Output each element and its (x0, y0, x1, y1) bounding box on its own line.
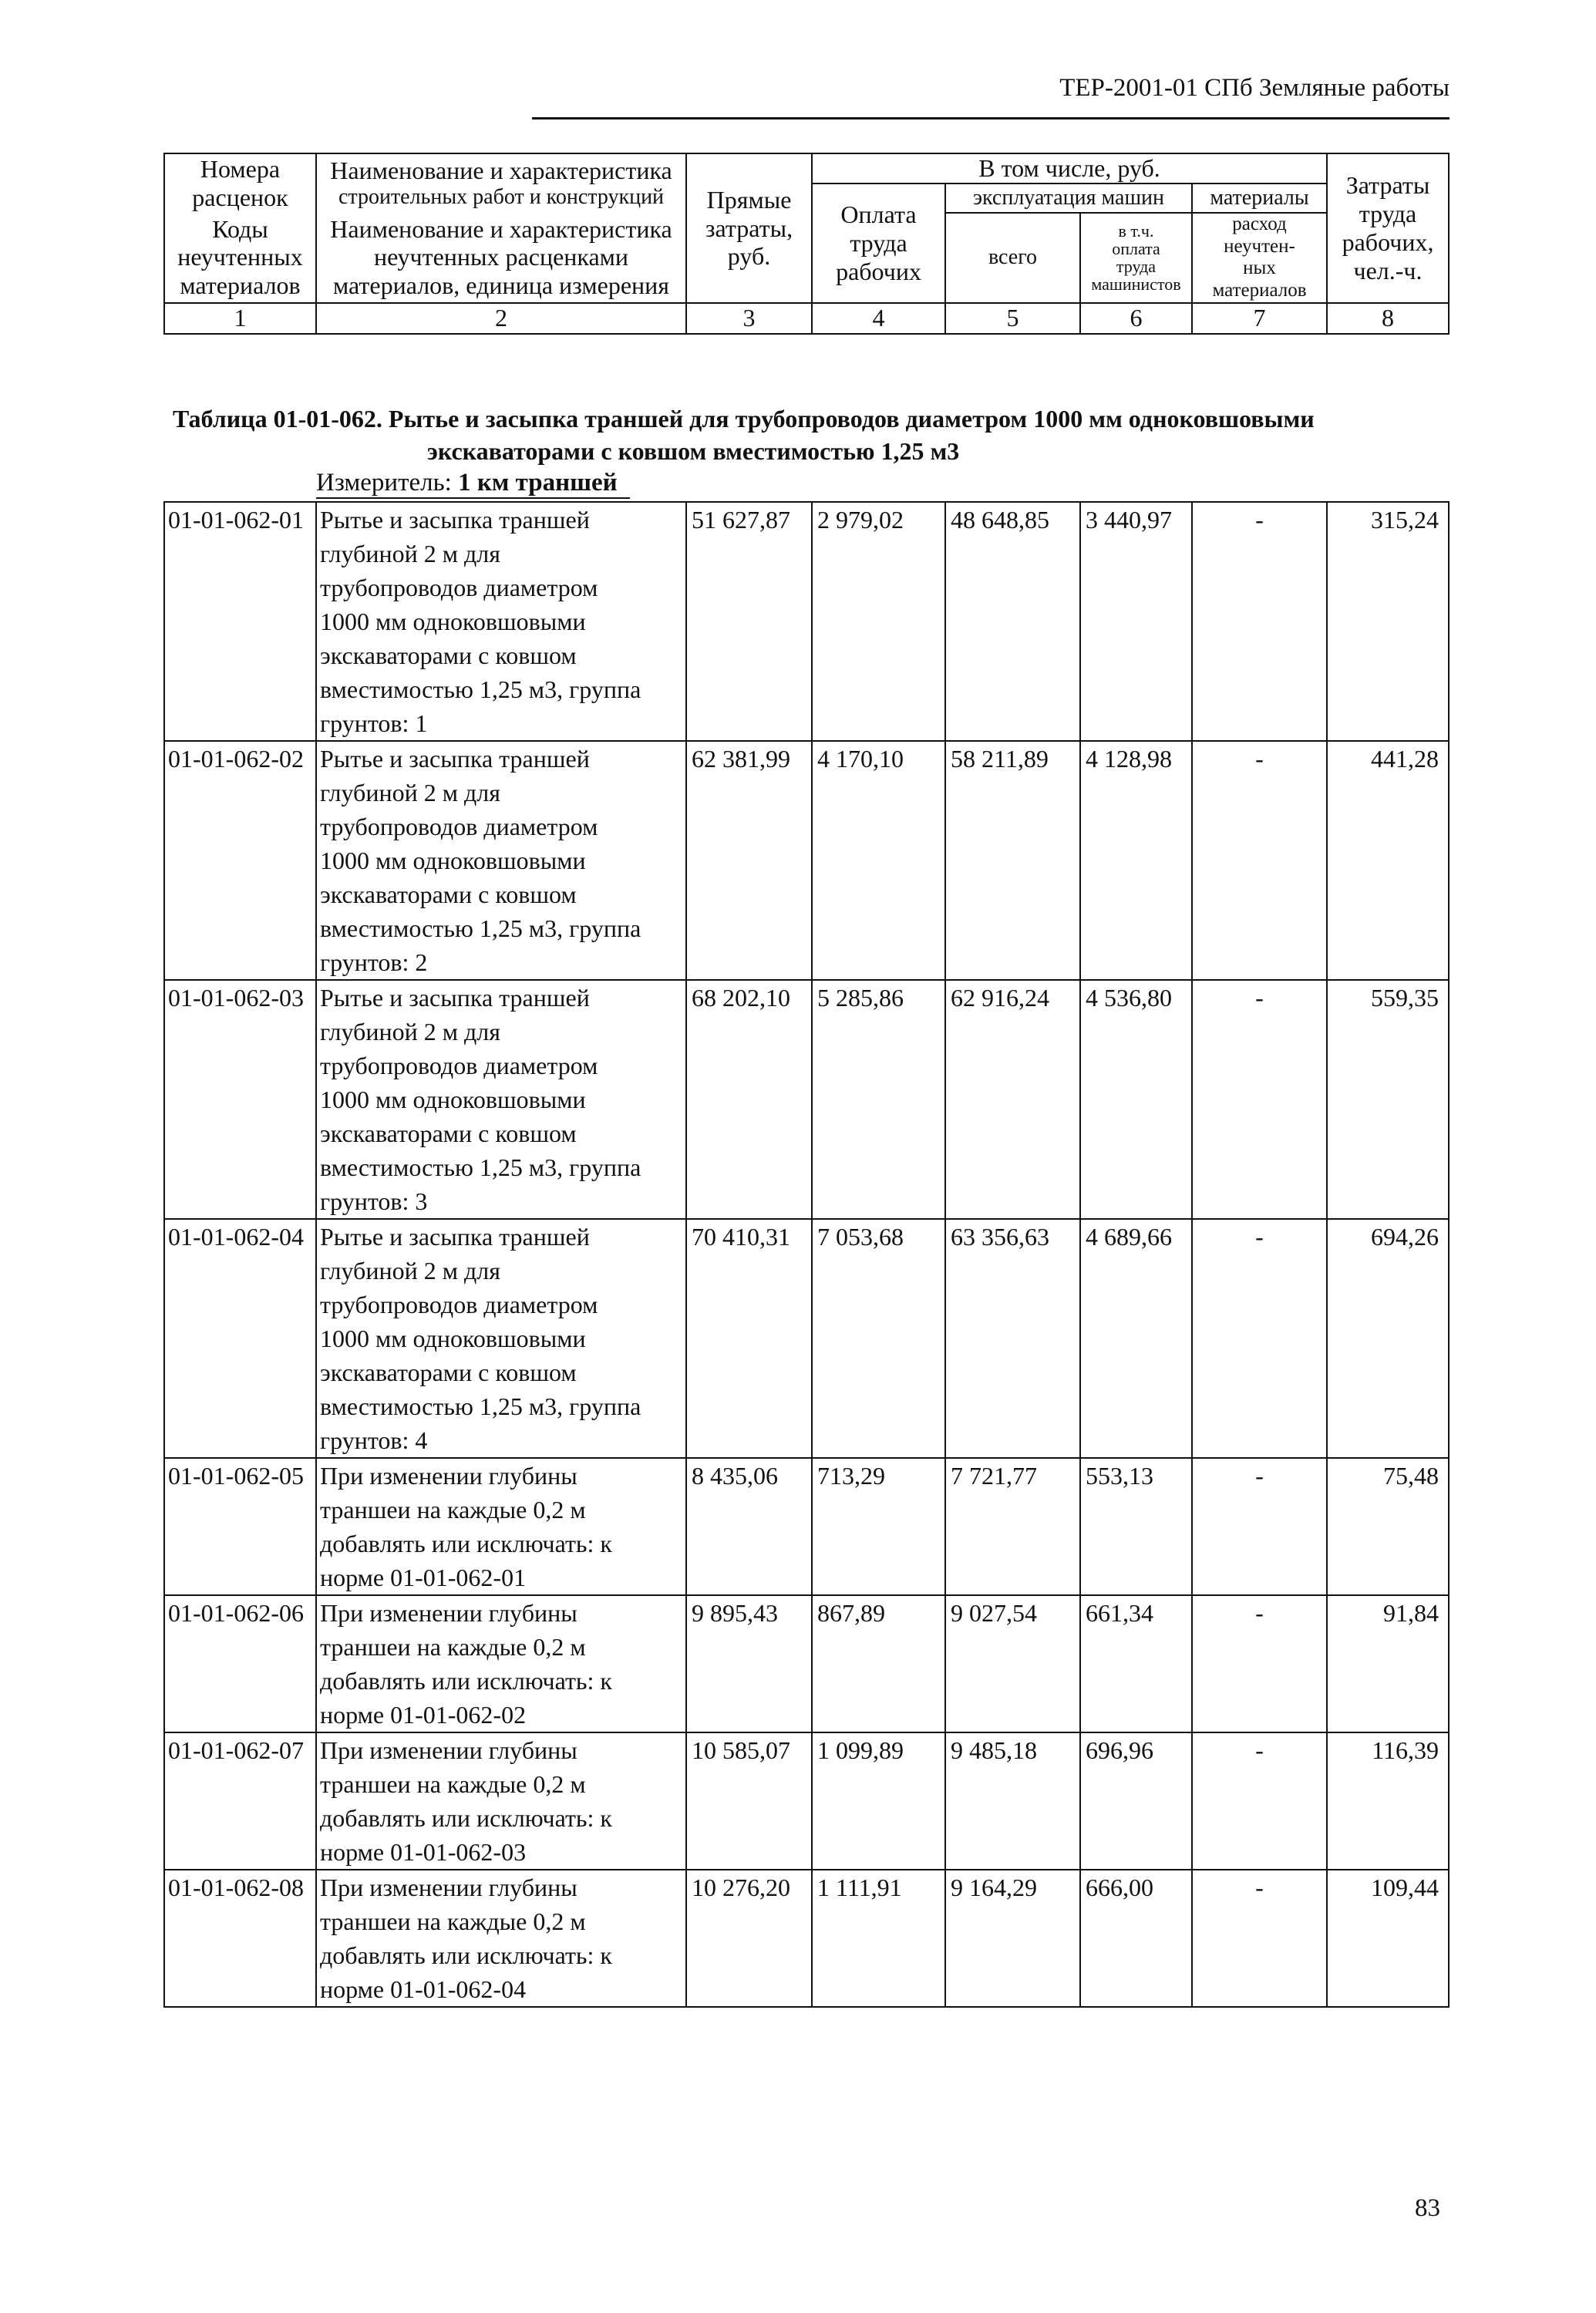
table-row (164, 741, 1449, 980)
description-line: норме 01-01-062-02 (320, 1701, 527, 1729)
description-line: вместимостью 1,25 м3, группа (320, 1392, 641, 1420)
description-line: При изменении глубины (320, 1462, 577, 1490)
description-line: вместимостью 1,25 м3, группа (320, 675, 641, 703)
description-line: траншеи на каждые 0,2 м (320, 1496, 586, 1523)
materials-value: - (1192, 1870, 1327, 2007)
machines-total: 9 485,18 (945, 1732, 1080, 1870)
labor-hours: 315,24 (1327, 502, 1449, 741)
rate-code: 01-01-062-01 (164, 502, 316, 741)
col1-top-header: Номера расценок (164, 153, 316, 213)
description-line: траншеи на каждые 0,2 м (320, 1770, 586, 1798)
labor-wages: 867,89 (812, 1595, 945, 1732)
machines-header: эксплуатация машин (945, 183, 1192, 213)
col5-header: всего (945, 213, 1080, 303)
page-number: 83 (1415, 2194, 1440, 2222)
description-line: 1000 мм одноковшовыми (320, 847, 586, 874)
table-title (173, 402, 1445, 467)
work-description (316, 1219, 686, 1458)
table-row (164, 502, 1449, 741)
machines-total: 58 211,89 (945, 741, 1080, 980)
machines-total: 63 356,63 (945, 1219, 1080, 1458)
description-line: экскаваторами с ковшом (320, 1359, 577, 1386)
description-line: норме 01-01-062-04 (320, 1975, 527, 2003)
labor-hours: 109,44 (1327, 1870, 1449, 2007)
description-line: добавлять или исключать: к (320, 1804, 612, 1832)
machinist-wages: 553,13 (1080, 1458, 1192, 1595)
materials-value: - (1192, 502, 1327, 741)
materials-value: - (1192, 1458, 1327, 1595)
direct-costs: 9 895,43 (686, 1595, 812, 1732)
col1-bottom-header: Коды неучтенных материалов (164, 213, 316, 303)
description-line: добавлять или исключать: к (320, 1941, 612, 1969)
description-line: глубиной 2 м для (320, 1018, 500, 1045)
description-line: 1000 мм одноковшовыми (320, 608, 586, 635)
table-title-line2: экскаваторами с ковшом вместимостью 1,25 м3 (427, 437, 960, 465)
rate-code: 01-01-062-03 (164, 980, 316, 1219)
labor-wages: 5 285,86 (812, 980, 945, 1219)
materials-header: материалы (1192, 183, 1327, 213)
table-row (164, 980, 1449, 1219)
col6-header: в т.ч. оплата труда машинистов (1080, 213, 1192, 303)
column-number: 2 (316, 303, 686, 334)
rate-code: 01-01-062-02 (164, 741, 316, 980)
column-number: 7 (1192, 303, 1327, 334)
column-number: 6 (1080, 303, 1192, 334)
materials-value: - (1192, 980, 1327, 1219)
table-row (164, 1219, 1449, 1458)
page-header: ТЕР-2001-01 СПб Земляные работы (1059, 74, 1450, 102)
work-description (316, 502, 686, 741)
description-line: трубопроводов диаметром (320, 813, 598, 840)
labor-hours: 441,28 (1327, 741, 1449, 980)
labor-hours: 75,48 (1327, 1458, 1449, 1595)
column-number-row (164, 303, 1449, 334)
description-line: экскаваторами с ковшом (320, 880, 577, 908)
description-line: добавлять или исключать: к (320, 1667, 612, 1695)
machinist-wages: 4 536,80 (1080, 980, 1192, 1219)
rate-code: 01-01-062-05 (164, 1458, 316, 1595)
work-description (316, 741, 686, 980)
unit-of-measure (316, 469, 618, 497)
description-line: вместимостью 1,25 м3, группа (320, 1153, 641, 1181)
column-number: 3 (686, 303, 812, 334)
description-line: траншеи на каждые 0,2 м (320, 1633, 586, 1661)
col2-bottom-header: Наименование и характеристика неучтенных расценками материалов, единица измерения (316, 213, 686, 303)
rate-code: 01-01-062-08 (164, 1870, 316, 2007)
materials-value: - (1192, 1595, 1327, 1732)
description-line: Рытье и засыпка траншей (320, 1223, 590, 1251)
rate-code: 01-01-062-07 (164, 1732, 316, 1870)
machines-total: 9 027,54 (945, 1595, 1080, 1732)
col7-header: расход неучтен- ных материалов (1192, 213, 1327, 303)
description-line: грунтов: 4 (320, 1426, 428, 1454)
description-line: При изменении глубины (320, 1599, 577, 1627)
work-description (316, 1458, 686, 1595)
machinist-wages: 3 440,97 (1080, 502, 1192, 741)
column-number: 8 (1327, 303, 1449, 334)
machines-total: 9 164,29 (945, 1870, 1080, 2007)
description-line: экскаваторами с ковшом (320, 641, 577, 669)
description-line: глубиной 2 м для (320, 540, 500, 567)
machinist-wages: 661,34 (1080, 1595, 1192, 1732)
description-line: грунтов: 2 (320, 948, 428, 976)
col4-header: Оплата труда рабочих (812, 183, 945, 303)
work-description (316, 980, 686, 1219)
description-line: Рытье и засыпка траншей (320, 745, 590, 773)
machines-total: 7 721,77 (945, 1458, 1080, 1595)
description-line: трубопроводов диаметром (320, 1052, 598, 1079)
direct-costs: 8 435,06 (686, 1458, 812, 1595)
description-line: При изменении глубины (320, 1874, 577, 1901)
description-line: траншеи на каждые 0,2 м (320, 1907, 586, 1935)
direct-costs: 62 381,99 (686, 741, 812, 980)
materials-value: - (1192, 741, 1327, 980)
description-line: грунтов: 1 (320, 709, 428, 737)
description-line: глубиной 2 м для (320, 779, 500, 806)
col2-top-header: Наименование и характеристика строительных работ и конструкций (316, 153, 686, 213)
labor-hours: 91,84 (1327, 1595, 1449, 1732)
labor-wages: 7 053,68 (812, 1219, 945, 1458)
labor-hours: 559,35 (1327, 980, 1449, 1219)
direct-costs: 10 585,07 (686, 1732, 812, 1870)
direct-costs: 70 410,31 (686, 1219, 812, 1458)
description-line: добавлять или исключать: к (320, 1530, 612, 1557)
machinist-wages: 666,00 (1080, 1870, 1192, 2007)
work-description (316, 1732, 686, 1870)
table-row (164, 1732, 1449, 1870)
labor-wages: 1 099,89 (812, 1732, 945, 1870)
rate-code: 01-01-062-06 (164, 1595, 316, 1732)
labor-wages: 2 979,02 (812, 502, 945, 741)
machines-total: 62 916,24 (945, 980, 1080, 1219)
description-line: экскаваторами с ковшом (320, 1119, 577, 1147)
description-line: При изменении глубины (320, 1736, 577, 1764)
machinist-wages: 696,96 (1080, 1732, 1192, 1870)
description-line: глубиной 2 м для (320, 1257, 500, 1284)
direct-costs: 51 627,87 (686, 502, 812, 741)
labor-wages: 1 111,91 (812, 1870, 945, 2007)
machinist-wages: 4 689,66 (1080, 1219, 1192, 1458)
description-line: трубопроводов диаметром (320, 574, 598, 601)
labor-wages: 4 170,10 (812, 741, 945, 980)
column-number: 4 (812, 303, 945, 334)
column-header-table (163, 153, 1450, 335)
labor-wages: 713,29 (812, 1458, 945, 1595)
materials-value: - (1192, 1732, 1327, 1870)
labor-hours: 116,39 (1327, 1732, 1449, 1870)
work-description (316, 1870, 686, 2007)
unit-value: 1 км траншей (458, 469, 618, 497)
table-title-line1: Таблица 01-01-062. Рытье и засыпка траншей для трубопроводов диаметром 1000 мм одноковшовыми (173, 405, 1315, 433)
col8-header: Затраты труда рабочих, чел.-ч. (1327, 153, 1449, 303)
machinist-wages: 4 128,98 (1080, 741, 1192, 980)
description-line: вместимостью 1,25 м3, группа (320, 914, 641, 942)
description-line: Рытье и засыпка траншей (320, 506, 590, 534)
description-line: грунтов: 3 (320, 1187, 428, 1215)
machines-total: 48 648,85 (945, 502, 1080, 741)
col3-header: Прямые затраты, руб. (686, 153, 812, 303)
group-header: В том числе, руб. (812, 153, 1327, 183)
work-description (316, 1595, 686, 1732)
description-line: 1000 мм одноковшовыми (320, 1086, 586, 1113)
column-number: 5 (945, 303, 1080, 334)
header-rule (532, 117, 1450, 120)
rates-table (163, 501, 1450, 2008)
table-row (164, 1458, 1449, 1595)
description-line: Рытье и засыпка траншей (320, 984, 590, 1012)
description-line: норме 01-01-062-03 (320, 1838, 527, 1866)
column-number: 1 (164, 303, 316, 334)
direct-costs: 68 202,10 (686, 980, 812, 1219)
unit-label: Измеритель: (316, 469, 452, 497)
direct-costs: 10 276,20 (686, 1870, 812, 2007)
labor-hours: 694,26 (1327, 1219, 1449, 1458)
table-row (164, 1595, 1449, 1732)
description-line: трубопроводов диаметром (320, 1291, 598, 1318)
table-row (164, 1870, 1449, 2007)
description-line: норме 01-01-062-01 (320, 1564, 527, 1591)
rate-code: 01-01-062-04 (164, 1219, 316, 1458)
materials-value: - (1192, 1219, 1327, 1458)
description-line: 1000 мм одноковшовыми (320, 1325, 586, 1352)
